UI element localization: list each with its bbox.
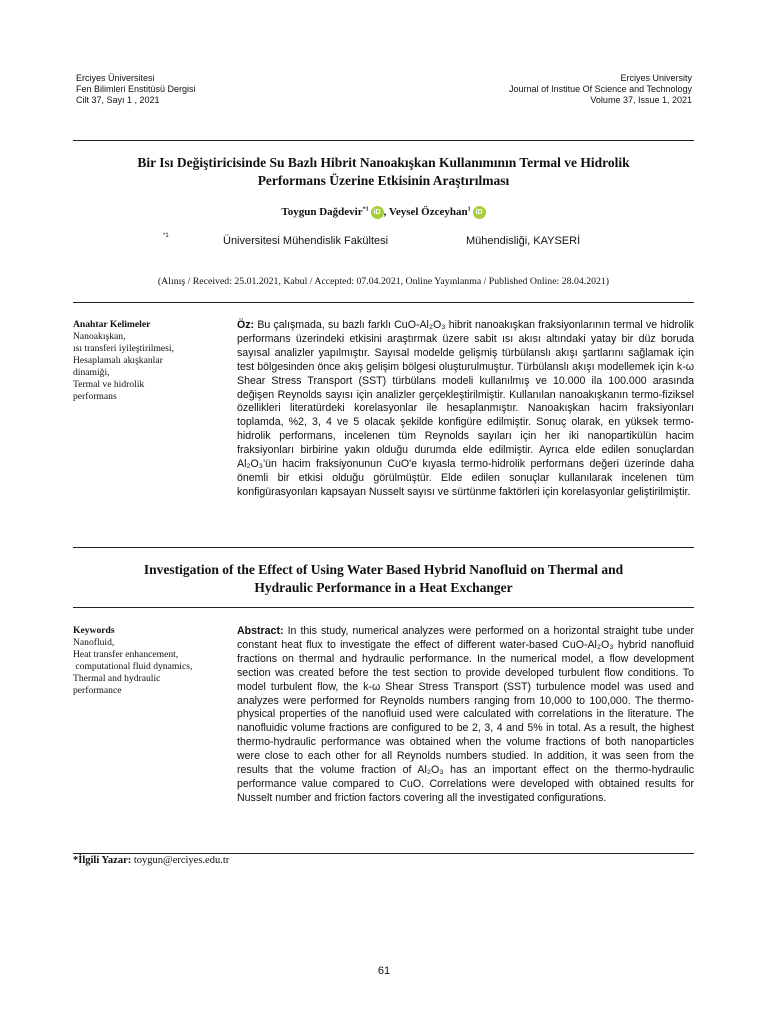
turkish-abstract-label: Öz: bbox=[237, 319, 255, 331]
affiliation-marker: *1 bbox=[163, 233, 169, 239]
keyword: Nanofluid, bbox=[73, 637, 115, 648]
keyword: Termal ve hidrolik bbox=[73, 379, 145, 390]
page-number: 61 bbox=[377, 965, 391, 977]
turkish-title-line1: Bir Isı Değiştiricisinde Su Bazlı Hibrit Nanoakışkan Kullanımının Termal ve Hidrolik bbox=[137, 155, 630, 170]
footer-divider bbox=[73, 853, 694, 854]
english-keywords bbox=[73, 625, 233, 697]
keyword: Hesaplamalı akışkanlar bbox=[73, 355, 163, 366]
english-title bbox=[73, 561, 694, 597]
english-abstract bbox=[237, 625, 694, 806]
header-left-line1: Erciyes Üniversitesi bbox=[76, 73, 155, 83]
header-right-line1: Erciyes University bbox=[620, 73, 692, 83]
journal-header-left bbox=[76, 73, 336, 106]
turkish-title-line2: Performans Üzerine Etkisinin Araştırılması bbox=[257, 173, 510, 188]
english-abstract-label: Abstract: bbox=[237, 625, 284, 637]
turkish-keywords-heading: Anahtar Kelimeler bbox=[73, 319, 151, 330]
keyword: ısı transferi iyileştirilmesi, bbox=[73, 343, 174, 354]
affiliation-department: Mühendisliği, KAYSERİ bbox=[466, 235, 581, 247]
header-left-line2: Fen Bilimleri Enstitüsü Dergisi bbox=[76, 84, 196, 94]
turkish-title bbox=[73, 154, 694, 190]
dates-divider bbox=[73, 302, 694, 303]
english-title-divider bbox=[73, 607, 694, 608]
publication-dates: (Alınış / Received: 25.01.2021, Kabul / Accepted: 07.04.2021, Online Yayınlanma / Published Online: 28.04.2021) bbox=[157, 276, 610, 287]
keyword: Nanoakışkan, bbox=[73, 331, 126, 342]
header-left-line3: Cilt 37, Sayı 1 , 2021 bbox=[76, 95, 160, 105]
corresponding-author-label: *İlgili Yazar: bbox=[73, 855, 132, 866]
english-abstract-text: In this study, numerical analyzes were performed on a horizontal straight tube under constant heat flux to investigate the effect of different water-based CuO-Al₂O₃ hybrid nanofluid fractions on thermal and hydraulic performance. In the numerical model, a flow development section was created before the test section to provide developed turbulent flow conditions. To model turbulent flow, the k-ω Shear Stress Transport (SST) turbulence model was used and analyzes were performed for Reynolds numbers ranging from 10,000 to 100,000. The thermo-physical properties of the nanofluid used were calculated with correlations in the literature. The nanofluidic volume fractions are configured to be 2, 3, 4 and 5% in total. As a result, the highest thermo-hydraulic performance was obtained when the volume fractions of both nanoparticles were close to each other for all Reynolds numbers studied. In addition, it was seen from the results that the volume fraction of Al₂O₃ has an important effect on the thermo-hydraulic performance value compared to CuO. Correlations were developed with obtained results for Nusselt number and friction factors covering all the investigated configurations. bbox=[237, 625, 694, 804]
turkish-abstract-text: Bu çalışmada, su bazlı farklı CuO-Al₂O₃ hibrit nanoakışkan fraksiyonlarının termal ve hidrolik performans üzerindeki etkisini araştırmak üzere sabit ısı akısı altındaki yatay bir düz boruda sayısal analizler yapılmıştır. Sayısal modelde gelişmiş türbülanslı akışı şartlarını sağlamak için test bölgesinden önce akış gelişim bölgesi oluşturulmuştur. Türbülanslı akışı modellemek için k-ω Shear Stress Transport (SST) türbülans modeli kullanılmış ve 10.000 ila 100.000 arasında değişen Reynolds sayısı için analizler gerçekleştirilmiştir. Kullanılan nanoakışkanın termo-fiziksel özellikleri literatürdeki korelasyonlar ile hesaplanmıştır. Nanoakışkan hacim fraksiyonları toplamda, %2, 3, 4 ve 5 olacak şekilde konfigüre edilmiştir. Sonuç olarak, en yüksek termo-hidrolik performans, incelenen tüm Reynolds sayıları için her iki nanopartikülün hacim fraksiyonları birbirine yakın olduğu durumda elde edilmiştir. Ayrıca elde edilen sonuçlardan Al₂O₃'ün hacim fraksiyonunun CuO'e kıyasla termo-hidrolik performans değeri üzerinde daha önemli bir etkisi olduğu görülmüştür. Elde edilen sonuçlar kullanılarak incelenen tüm konfigürasyonları kapsayan Nusselt sayısı ve sürtünme faktörleri için korelasyonlar geliştirilmiştir. bbox=[237, 319, 694, 498]
abstract-divider bbox=[73, 547, 694, 548]
corresponding-author bbox=[73, 855, 229, 866]
header-right-line2: Journal of Institue Of Science and Technology bbox=[509, 84, 692, 94]
keyword: dinamiği, bbox=[73, 367, 110, 378]
keyword: performans bbox=[73, 391, 117, 402]
author-list bbox=[73, 206, 694, 219]
english-title-line1: Investigation of the Effect of Using Water Based Hybrid Nanofluid on Thermal and bbox=[143, 562, 624, 577]
author-2-sup: 1 bbox=[467, 206, 471, 213]
keyword: computational fluid dynamics, bbox=[73, 661, 193, 672]
author-1-name: Toygun Dağdevir bbox=[281, 206, 363, 219]
orcid-icon[interactable]: iD bbox=[371, 206, 384, 219]
turkish-keywords bbox=[73, 319, 233, 403]
english-keywords-heading: Keywords bbox=[73, 625, 115, 636]
keyword: performance bbox=[73, 685, 122, 696]
author-2-name: Veysel Özceyhan bbox=[388, 206, 468, 219]
author-1-sup: *1 bbox=[362, 206, 369, 213]
english-title-line2: Hydraulic Performance in a Heat Exchanger bbox=[254, 580, 513, 595]
affiliation-university: Üniversitesi Mühendislik Fakültesi bbox=[223, 235, 389, 247]
author-separator: , bbox=[383, 206, 389, 219]
keyword: Heat transfer enhancement, bbox=[73, 649, 179, 660]
journal-header-right bbox=[392, 73, 692, 106]
keyword: Thermal and hydraulic bbox=[73, 673, 161, 684]
header-divider bbox=[73, 140, 694, 141]
header-right-line3: Volume 37, Issue 1, 2021 bbox=[590, 95, 692, 105]
corresponding-author-email[interactable]: toygun@erciyes.edu.tr bbox=[131, 855, 230, 866]
orcid-icon[interactable]: iD bbox=[473, 206, 486, 219]
turkish-abstract bbox=[237, 319, 694, 500]
